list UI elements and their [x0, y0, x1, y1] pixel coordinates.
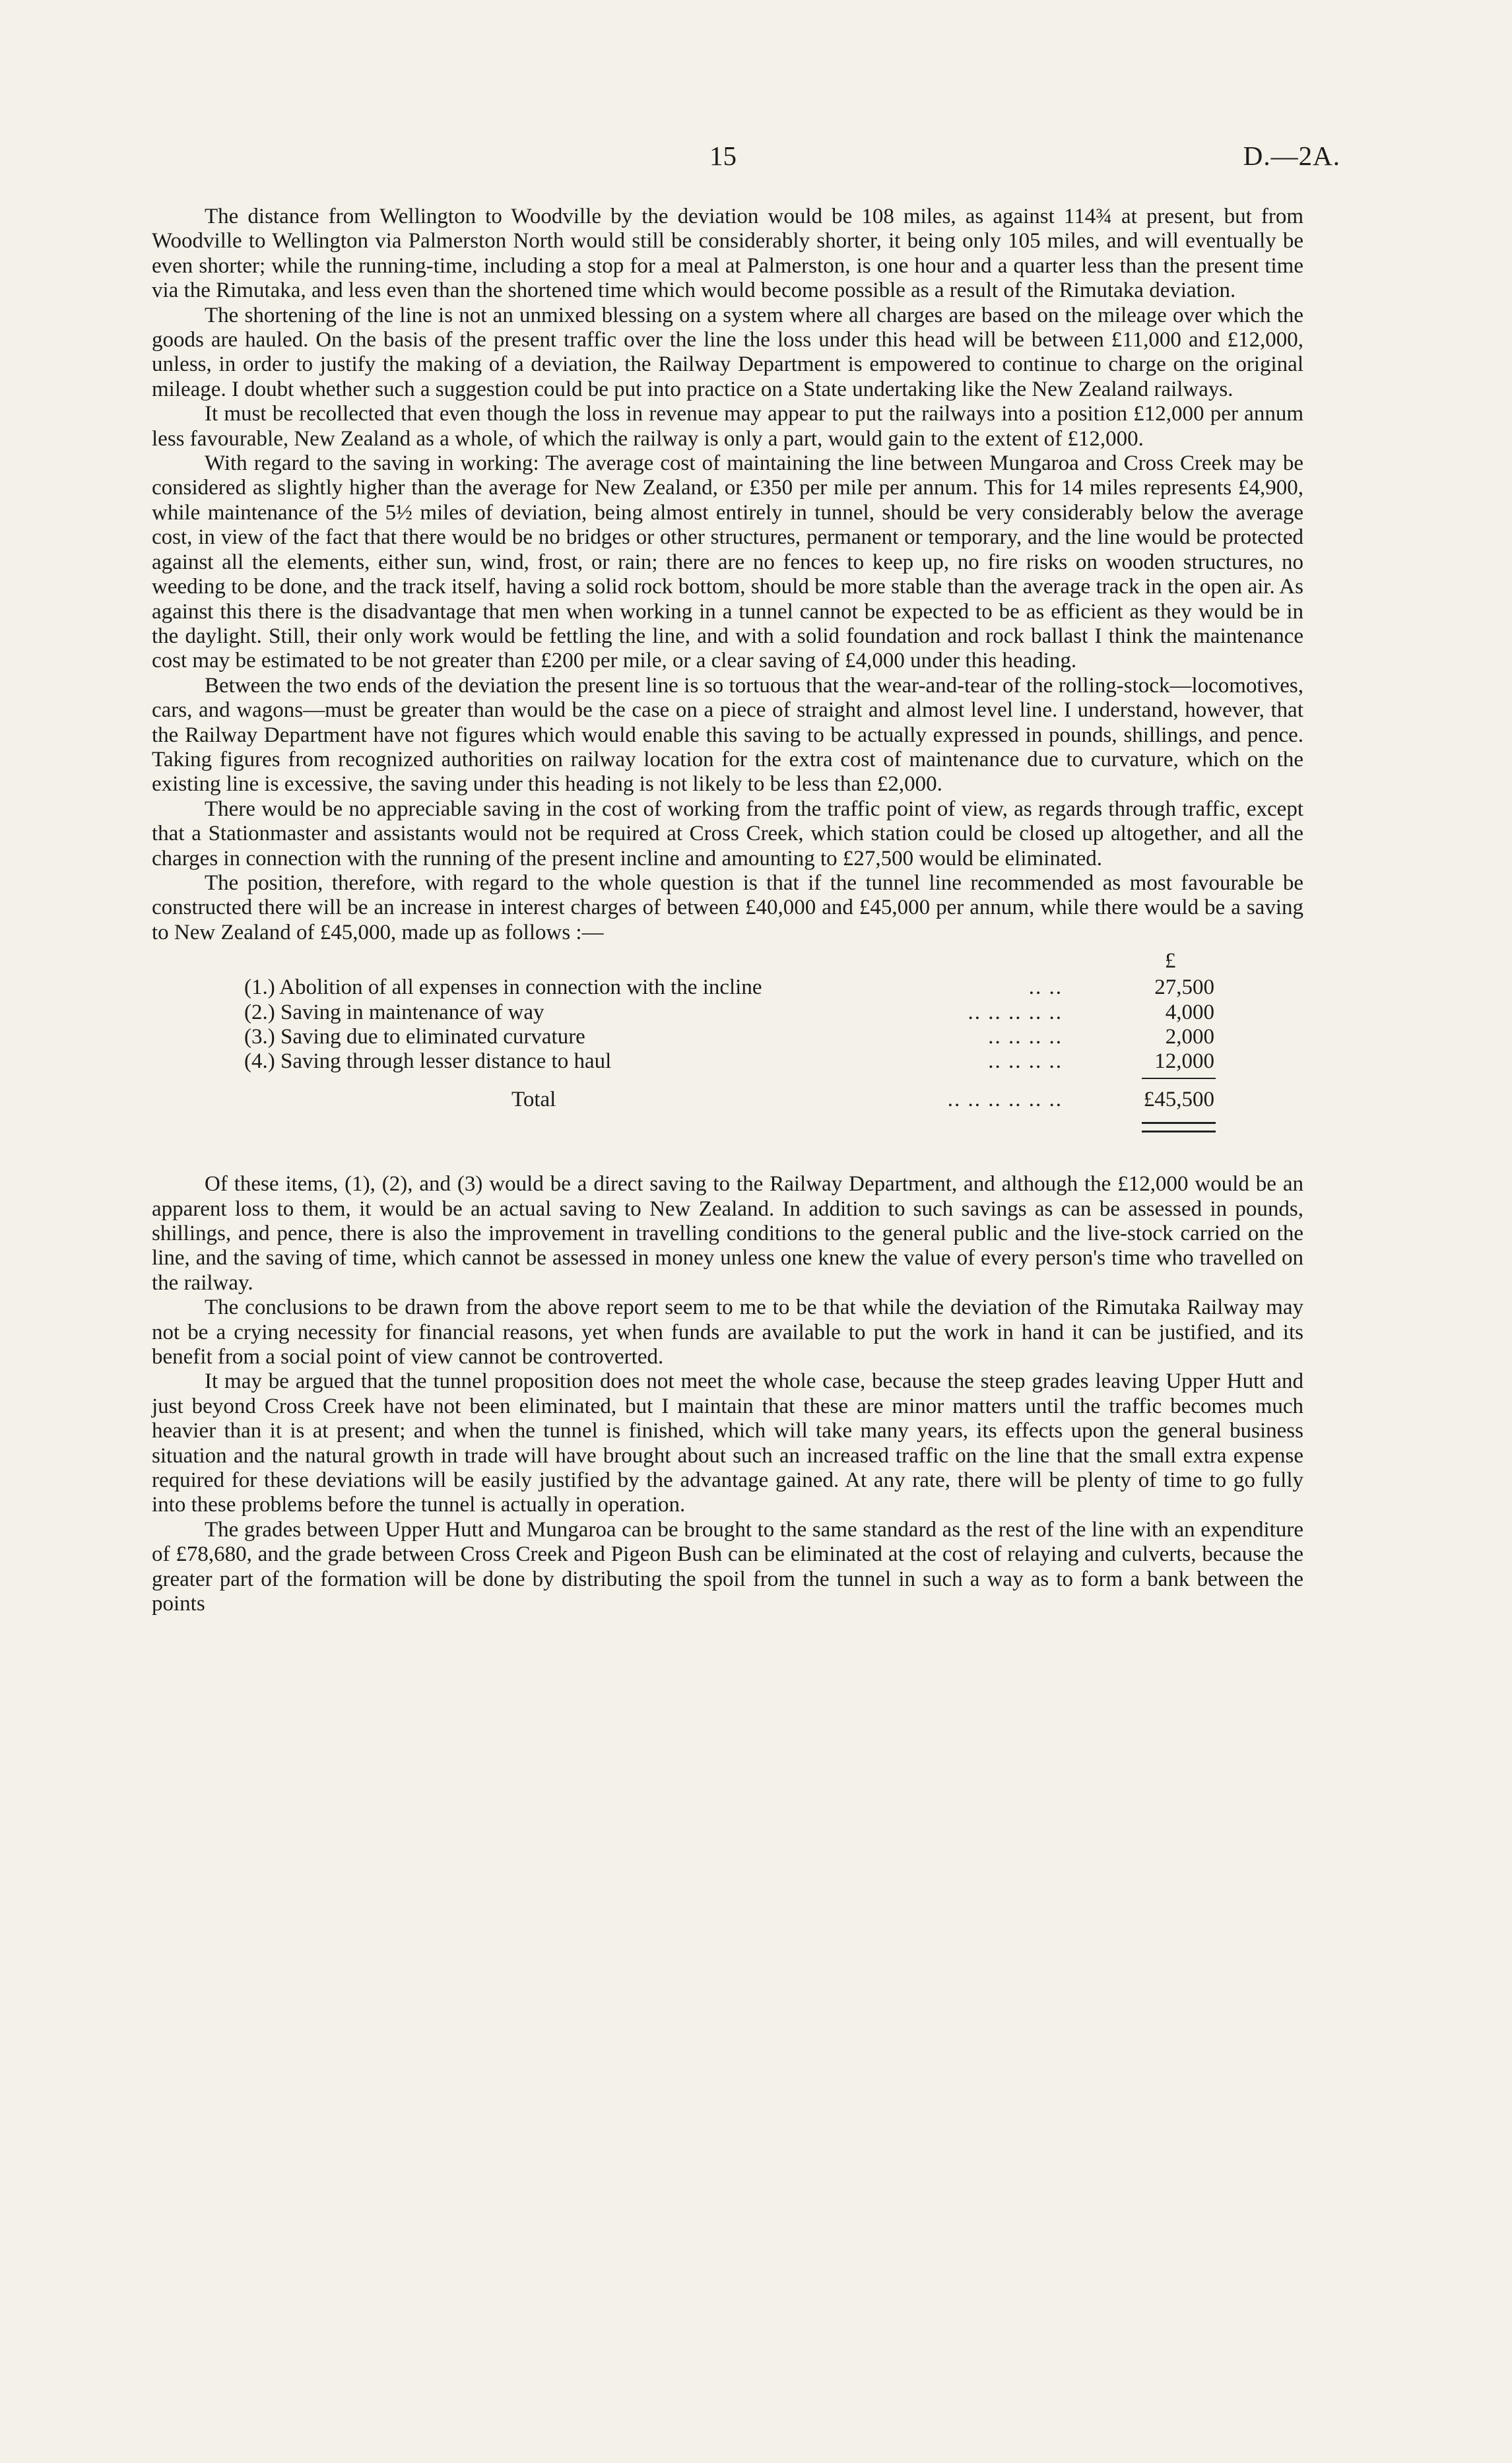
- savings-item: [244, 1049, 1214, 1074]
- savings-table: [152, 949, 1303, 1167]
- savings-total-row: [244, 1088, 1214, 1114]
- paragraph-revenue-loss: It must be recollected that even though the loss in revenue may appear to put the railways into a position £12,000 per annum less favourable, New Zealand as a whole, of which the railway is only a part, would gain to the extent of £12,000.: [152, 402, 1303, 451]
- document-reference: D.—2A.: [1243, 141, 1340, 171]
- savings-item-amount: 27,500: [1154, 975, 1214, 1000]
- report-body: [152, 205, 1303, 1617]
- savings-item: [244, 1025, 1214, 1049]
- leader-dots: .. .. .. .. .. ..: [947, 1088, 1063, 1112]
- savings-item-amount: 2,000: [1165, 1024, 1214, 1049]
- paragraph-grades: The grades between Upper Hutt and Mungaroa can be brought to the same standard as the rest of the line with an expenditure of £78,680, and the grade between Cross Creek and Pigeon Bush can be eliminated at the cost of relaying and culverts, because the greater part of the formation will be done by distributing the spoil from the tunnel in such a way as to form a bank between the points: [152, 1517, 1303, 1616]
- savings-item-label: (2.) Saving in maintenance of way: [244, 1000, 544, 1024]
- leader-dots: .. .. .. ..: [988, 1049, 1063, 1074]
- paragraph-tunnel-argument: It may be argued that the tunnel proposition does not meet the whole case, because the steep grades leaving Upper Hutt and just beyond Cross Creek have not been eliminated, but I maintain that these are minor matters until the traffic becomes much heavier than it is at present; and when the tunnel is finished, which will take many years, its effects upon the general business situation and the natural growth in trade will have brought about such an increased traffic on the line that the small extra expense required for these deviations will be easily justified by the advantage gained. At any rate, there will be plenty of time to go fully into these problems before the tunnel is actually in operation.: [152, 1369, 1303, 1517]
- subtotal-rule: [1142, 1078, 1216, 1079]
- currency-header: £: [1165, 949, 1176, 973]
- paragraph-traffic: There would be no appreciable saving in the cost of working from the traffic point of view, as regards through traffic, except that a Stationmaster and assistants would not be required at Cross Creek, which station could be closed up altogether, and all the charges in connection with the running of the present incline and amounting to £27,500 would be eliminated.: [152, 797, 1303, 870]
- page-number: 15: [709, 141, 737, 171]
- savings-item: [244, 975, 1214, 1000]
- paragraph-curvature: Between the two ends of the deviation the present line is so tortuous that the wear-and-tear of the rolling-stock—locomotives, cars, and wagons—must be greater than would be the case on a piece of straight and almost level line. I understand, however, that the Railway Department have not figures which would enable this saving to be actually expressed in pounds, shillings, and pence. Taking figures from recognized authorities on railway location for the extra cost of maintenance due to curvature, which on the existing line is excessive, the saving under this heading is not likely to be less than £2,000.: [152, 673, 1303, 797]
- paragraph-distance: The distance from Wellington to Woodville by the deviation would be 108 miles, as against 114¾ at present, but from Woodville to Wellington via Palmerston North would still be considerably shorter, it being only 105 miles, and will eventually be even shorter; while the running-time, including a stop for a meal at Palmerston, is one hour and a quarter less than the present time via the Rimutaka, and less even than the shortened time which would become possible as a result of the Rimutaka deviation.: [152, 205, 1303, 303]
- savings-item-label: (4.) Saving through lesser distance to haul: [244, 1049, 612, 1074]
- paragraph-position: The position, therefore, with regard to the whole question is that if the tunnel line recommended as most favourable be constructed there will be an increase in interest charges of between £40,000 and £45,000 per annum, while there would be a saving to New Zealand of £45,000, made up as follows :—: [152, 870, 1303, 944]
- paragraph-shortening: The shortening of the line is not an unmixed blessing on a system where all charges are based on the mileage over which the goods are hauled. On the basis of the present traffic over the line the loss under this head will be between £11,000 and £12,000, unless, in order to justify the making of a deviation, the Railway Department is empowered to continue to charge on the original mileage. I doubt whether such a suggestion could be put into practice on a State undertaking like the New Zealand railways.: [152, 303, 1303, 401]
- leader-dots: .. .. .. ..: [988, 1024, 1063, 1049]
- savings-item-label: (1.) Abolition of all expenses in connection with the incline: [244, 975, 762, 1000]
- total-amount: £45,500: [1143, 1088, 1214, 1112]
- savings-item-amount: 4,000: [1165, 1000, 1214, 1024]
- leader-dots: .. .. .. .. ..: [968, 1000, 1063, 1024]
- paragraph-saving-in-working: With regard to the saving in working: The average cost of maintaining the line between Mungaroa and Cross Creek may be considered as slightly higher than the average for New Zealand, or £350 per mile per annum. This for 14 miles represents £4,900, while maintenance of the 5½ miles of deviation, being almost entirely in tunnel, should be very considerably below the average cost, in view of the fact that there would be no bridges or other structures, permanent or temporary, and the line would be protected against all the elements, either sun, wind, frost, or rain; there are no fences to keep up, no fire risks on wooden structures, no weeding to be done, and the track itself, having a solid rock bottom, should be more stable than the average track in the open air. As against this there is the disadvantage that men when working in a tunnel cannot be expected to be as efficient as they would be in the daylight. Still, their only work would be fettling the line, and with a solid foundation and rock ballast I think the maintenance cost may be estimated to be not greater than £200 per mile, or a clear saving of £4,000 under this heading.: [152, 451, 1303, 673]
- paragraph-items-summary: Of these items, (1), (2), and (3) would be a direct saving to the Railway Department, and although the £12,000 would be an apparent loss to them, it would be an actual saving to New Zealand. In addition to such savings as can be assessed in pounds, shillings, and pence, there is also the improvement in travelling conditions to the general public and the live-stock carried on the line, and the saving of time, which cannot be assessed in money unless one knew the value of every person's time who travelled on the railway.: [152, 1172, 1303, 1295]
- total-label: Total: [511, 1088, 556, 1112]
- savings-item-amount: 12,000: [1154, 1049, 1214, 1074]
- savings-item-label: (3.) Saving due to eliminated curvature: [244, 1024, 585, 1049]
- leader-dots: .. ..: [1028, 975, 1063, 1000]
- report-body-continued: [152, 1172, 1303, 1616]
- paragraph-conclusions: The conclusions to be drawn from the above report seem to me to be that while the deviation of the Rimutaka Railway may not be a crying necessity for financial reasons, yet when funds are available to put the work in hand it can be justified, and its benefit from a social point of view cannot be controverted.: [152, 1296, 1303, 1369]
- total-double-rule: [1142, 1122, 1216, 1133]
- page-header: [0, 140, 1512, 180]
- savings-items: [244, 975, 1214, 1074]
- savings-item: [244, 1001, 1214, 1025]
